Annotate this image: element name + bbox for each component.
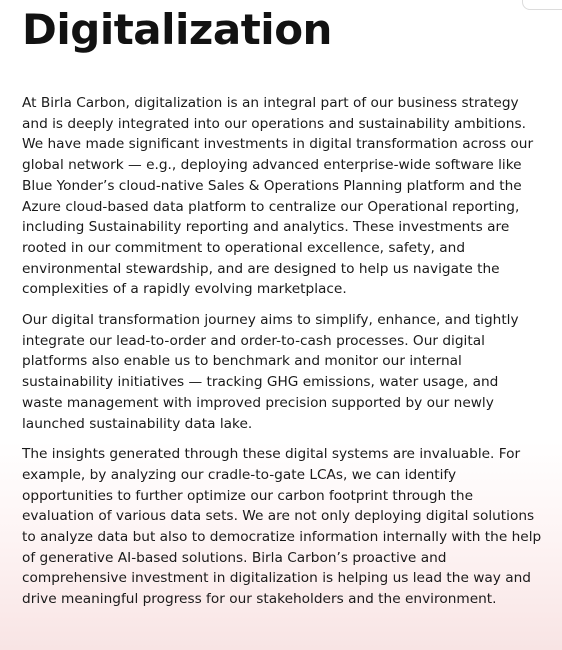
paragraph-intro: At Birla Carbon, digitalization is an integral part of our business strategy and is deeply integrated into our operations and sustainability ambitions. We have made significant investments in digital transformation across our global network — e.g., deploying advanced enterprise-wide software like Blue Yonder’s cloud-native Sales & Operations Planning platform and the Azure cloud-based data platform to centralize our Operational reporting, including Sustainability reporting and analytics. These investments are rooted in our commitment to operational excellence, safety, and environmental stewardship, and are designed to help us navigate the complexities of a rapidly evolving marketplace. (22, 95, 534, 298)
document-page (22, 0, 542, 620)
paragraph-insights: The insights generated through these digital systems are invaluable. For example, by analyzing our cradle-to-gate LCAs, we can identify opportunities to further optimize our carbon footprint through the evaluation of various data sets. We are not only deploying digital solutions to analyze data but also to democratize information internally with the help of generative AI-based solutions. Birla Carbon’s proactive and comprehensive investment in digitalization is helping us lead the way and drive meaningful progress for our stakeholders and the environment. (22, 446, 542, 608)
body-text (22, 93, 542, 610)
paragraph-transformation-journey: Our digital transformation journey aims to simplify, enhance, and tightly integrate our lead-to-order and order-to-cash processes. Our digital platforms also enable us to benchmark and monitor our internal sustainability initiatives — tracking GHG emissions, water usage, and waste management with improved precision supported by our newly launched sustainability data lake. (22, 312, 519, 432)
section-title: Digitalization (22, 5, 332, 54)
